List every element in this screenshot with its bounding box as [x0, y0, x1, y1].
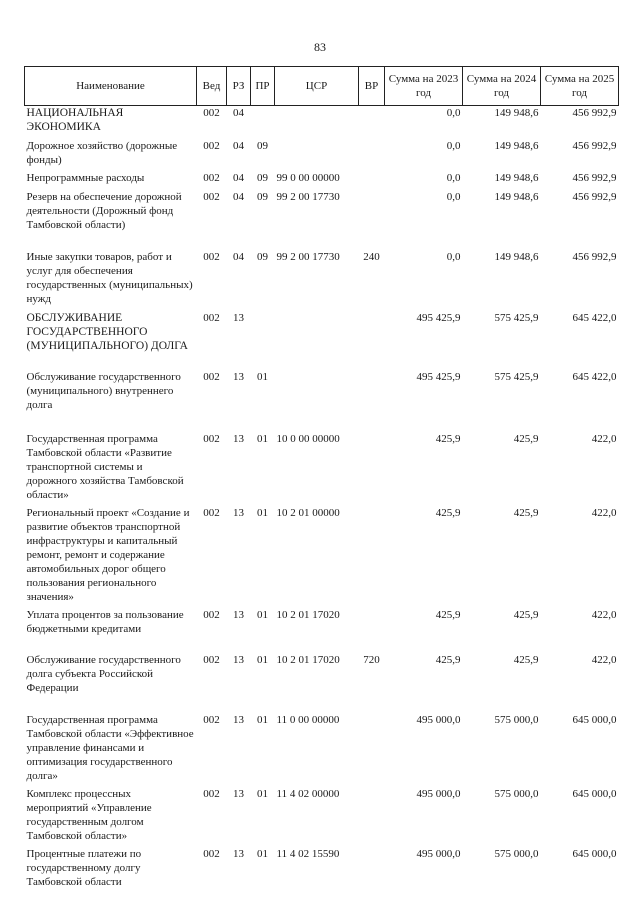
row-ved: 002	[203, 608, 220, 621]
row-name: Комплекс процессных мероприятий «Управление государственным долгом Тамбовской области»	[26, 787, 152, 842]
row-rz: 13	[233, 713, 244, 726]
row-vr: 240	[363, 250, 380, 263]
row-rz: 13	[233, 370, 244, 383]
row-ved: 002	[203, 370, 220, 383]
row-rz: 13	[233, 787, 244, 800]
row-2023: 425,9	[435, 432, 461, 445]
row-csr: 11 0 00 00000	[276, 713, 340, 726]
row-2023: 495 425,9	[416, 311, 461, 324]
row-vr	[359, 506, 385, 608]
row-vr	[359, 311, 385, 370]
row-vr	[359, 139, 385, 171]
row-2023: 495 000,0	[416, 787, 461, 800]
row-pr: 01	[257, 608, 268, 621]
row-2023: 0,0	[446, 171, 461, 184]
table-row	[25, 608, 619, 653]
row-2024: 575 000,0	[494, 787, 539, 800]
row-name: НАЦИОНАЛЬНАЯ ЭКОНОМИКА	[26, 107, 124, 133]
row-pr: 09	[257, 190, 268, 203]
table-row	[25, 250, 619, 311]
row-2024: 575 000,0	[494, 713, 539, 726]
row-pr	[251, 311, 275, 370]
row-2025: 645 000,0	[572, 847, 617, 860]
row-vr	[359, 787, 385, 847]
row-2025: 422,0	[591, 506, 617, 519]
row-2024: 575 000,0	[494, 847, 539, 860]
row-name: Резерв на обеспечение дорожной деятельности (Дорожный фонд Тамбовской области)	[26, 190, 182, 231]
page-number: 83	[314, 40, 326, 54]
row-pr: 01	[257, 713, 268, 726]
table-row	[25, 139, 619, 171]
row-pr	[251, 106, 275, 139]
row-2023: 0,0	[446, 250, 461, 263]
row-csr: 10 2 01 17020	[276, 653, 340, 666]
row-rz: 13	[233, 608, 244, 621]
table-row	[25, 432, 619, 506]
row-rz: 13	[233, 506, 244, 519]
row-name: Иные закупки товаров, работ и услуг для обеспечения государственных (муниципальных) нужд	[26, 250, 193, 305]
row-rz: 04	[233, 250, 244, 263]
table-row	[25, 106, 619, 139]
row-ved: 002	[203, 311, 220, 324]
row-2024: 425,9	[513, 653, 539, 666]
row-name: Обслуживание государственного долга субъекта Российской Федерации	[26, 653, 181, 694]
row-2024: 425,9	[513, 432, 539, 445]
row-2023: 425,9	[435, 653, 461, 666]
table-row	[25, 171, 619, 190]
row-rz: 13	[233, 653, 244, 666]
row-2025: 645 000,0	[572, 787, 617, 800]
table-header	[25, 67, 619, 106]
row-pr: 01	[257, 506, 268, 519]
table-row	[25, 787, 619, 847]
row-pr: 01	[257, 370, 268, 383]
row-csr: 99 2 00 17730	[276, 190, 340, 203]
row-2025: 456 992,9	[572, 190, 617, 203]
row-2025: 645 422,0	[572, 311, 617, 324]
header-csr: ЦСР	[275, 67, 359, 106]
row-2024: 149 948,6	[494, 190, 539, 203]
header-2025: Сумма на 2025 год	[541, 67, 619, 106]
row-ved: 002	[203, 107, 220, 119]
row-ved: 002	[203, 713, 220, 726]
row-ved: 002	[203, 653, 220, 666]
row-vr	[359, 713, 385, 787]
row-csr: 11 4 02 00000	[276, 787, 340, 800]
header-rz: РЗ	[227, 67, 251, 106]
header-ved: Вед	[197, 67, 227, 106]
table-row	[25, 506, 619, 608]
row-ved: 002	[203, 506, 220, 519]
table-row	[25, 653, 619, 713]
row-ved: 002	[203, 171, 220, 184]
row-2025: 645 422,0	[572, 370, 617, 383]
row-2023: 0,0	[446, 139, 461, 152]
row-name: Дорожное хозяйство (дорожные фонды)	[26, 139, 178, 166]
row-vr	[359, 608, 385, 653]
budget-table	[24, 66, 619, 895]
row-2024: 575 425,9	[494, 370, 539, 383]
row-rz: 04	[233, 139, 244, 152]
row-name: ОБСЛУЖИВАНИЕ ГОСУДАРСТВЕННОГО (МУНИЦИПАЛЬНОГО) ДОЛГА	[26, 311, 188, 352]
row-name: Уплата процентов за пользование бюджетными кредитами	[26, 608, 184, 635]
row-2024: 425,9	[513, 506, 539, 519]
row-ved: 002	[203, 787, 220, 800]
row-name: Процентные платежи по государственному долгу Тамбовской области	[26, 847, 142, 888]
row-pr: 09	[257, 250, 268, 263]
row-pr: 01	[257, 432, 268, 445]
row-name: Государственная программа Тамбовской области «Развитие транспортной системы и дорожного хозяйства Тамбовской области»	[26, 432, 184, 501]
row-csr: 10 0 00 00000	[276, 432, 340, 445]
row-2025: 422,0	[591, 608, 617, 621]
row-2023: 495 425,9	[416, 370, 461, 383]
row-rz: 04	[233, 171, 244, 184]
row-name: Непрограммные расходы	[26, 171, 145, 184]
row-name: Региональный проект «Создание и развитие объектов транспортной инфраструктуры и капитальный ремонт, ремонт и содержание автомобильных дорог общего пользования регионального значения»	[26, 506, 190, 603]
header-vr: ВР	[359, 67, 385, 106]
row-csr: 11 4 02 15590	[276, 847, 340, 860]
row-rz: 04	[233, 107, 244, 119]
row-csr: 10 2 01 17020	[276, 608, 340, 621]
row-pr: 01	[257, 847, 268, 860]
row-rz: 13	[233, 432, 244, 445]
row-2024: 149 948,6	[494, 171, 539, 184]
row-2025: 456 992,9	[572, 171, 617, 184]
row-2024: 575 425,9	[494, 311, 539, 324]
header-2023: Сумма на 2023 год	[385, 67, 463, 106]
row-2025: 456 992,9	[572, 107, 617, 119]
row-2024: 149 948,6	[494, 107, 539, 119]
row-name: Обслуживание государственного (муниципального) внутреннего долга	[26, 370, 181, 411]
table-row	[25, 190, 619, 250]
row-name: Государственная программа Тамбовской области «Эффективное управление финансами и оптимизация государственного долга»	[26, 713, 194, 782]
row-ved: 002	[203, 139, 220, 152]
table-row	[25, 847, 619, 895]
row-csr	[275, 370, 359, 432]
row-2024: 425,9	[513, 608, 539, 621]
row-ved: 002	[203, 250, 220, 263]
header-pr: ПР	[251, 67, 275, 106]
row-pr: 01	[257, 653, 268, 666]
row-ved: 002	[203, 190, 220, 203]
row-2025: 456 992,9	[572, 250, 617, 263]
row-csr	[275, 139, 359, 171]
row-2023: 425,9	[435, 608, 461, 621]
row-2023: 0,0	[446, 107, 461, 119]
row-csr: 99 0 00 00000	[276, 171, 340, 184]
row-vr	[359, 847, 385, 895]
row-pr: 09	[257, 171, 268, 184]
row-vr	[359, 106, 385, 139]
row-csr	[275, 311, 359, 370]
row-vr	[359, 190, 385, 250]
row-pr: 01	[257, 787, 268, 800]
row-ved: 002	[203, 432, 220, 445]
row-2023: 495 000,0	[416, 713, 461, 726]
row-2025: 456 992,9	[572, 139, 617, 152]
row-rz: 04	[233, 190, 244, 203]
table-row	[25, 713, 619, 787]
row-vr	[359, 370, 385, 432]
row-csr: 10 2 01 00000	[276, 506, 340, 519]
row-2023: 495 000,0	[416, 847, 461, 860]
row-2025: 422,0	[591, 653, 617, 666]
row-vr	[359, 432, 385, 506]
row-rz: 13	[233, 847, 244, 860]
row-csr: 99 2 00 17730	[276, 250, 340, 263]
row-2023: 0,0	[446, 190, 461, 203]
row-vr: 720	[363, 653, 380, 666]
table-row	[25, 370, 619, 432]
row-2023: 425,9	[435, 506, 461, 519]
table-row	[25, 311, 619, 370]
row-csr	[275, 106, 359, 139]
row-ved: 002	[203, 847, 220, 860]
row-2025: 422,0	[591, 432, 617, 445]
header-2024: Сумма на 2024 год	[463, 67, 541, 106]
header-name: Наименование	[25, 67, 197, 106]
row-2024: 149 948,6	[494, 139, 539, 152]
row-pr: 09	[257, 139, 268, 152]
row-rz: 13	[233, 311, 244, 324]
row-2024: 149 948,6	[494, 250, 539, 263]
row-vr	[359, 171, 385, 190]
row-2025: 645 000,0	[572, 713, 617, 726]
